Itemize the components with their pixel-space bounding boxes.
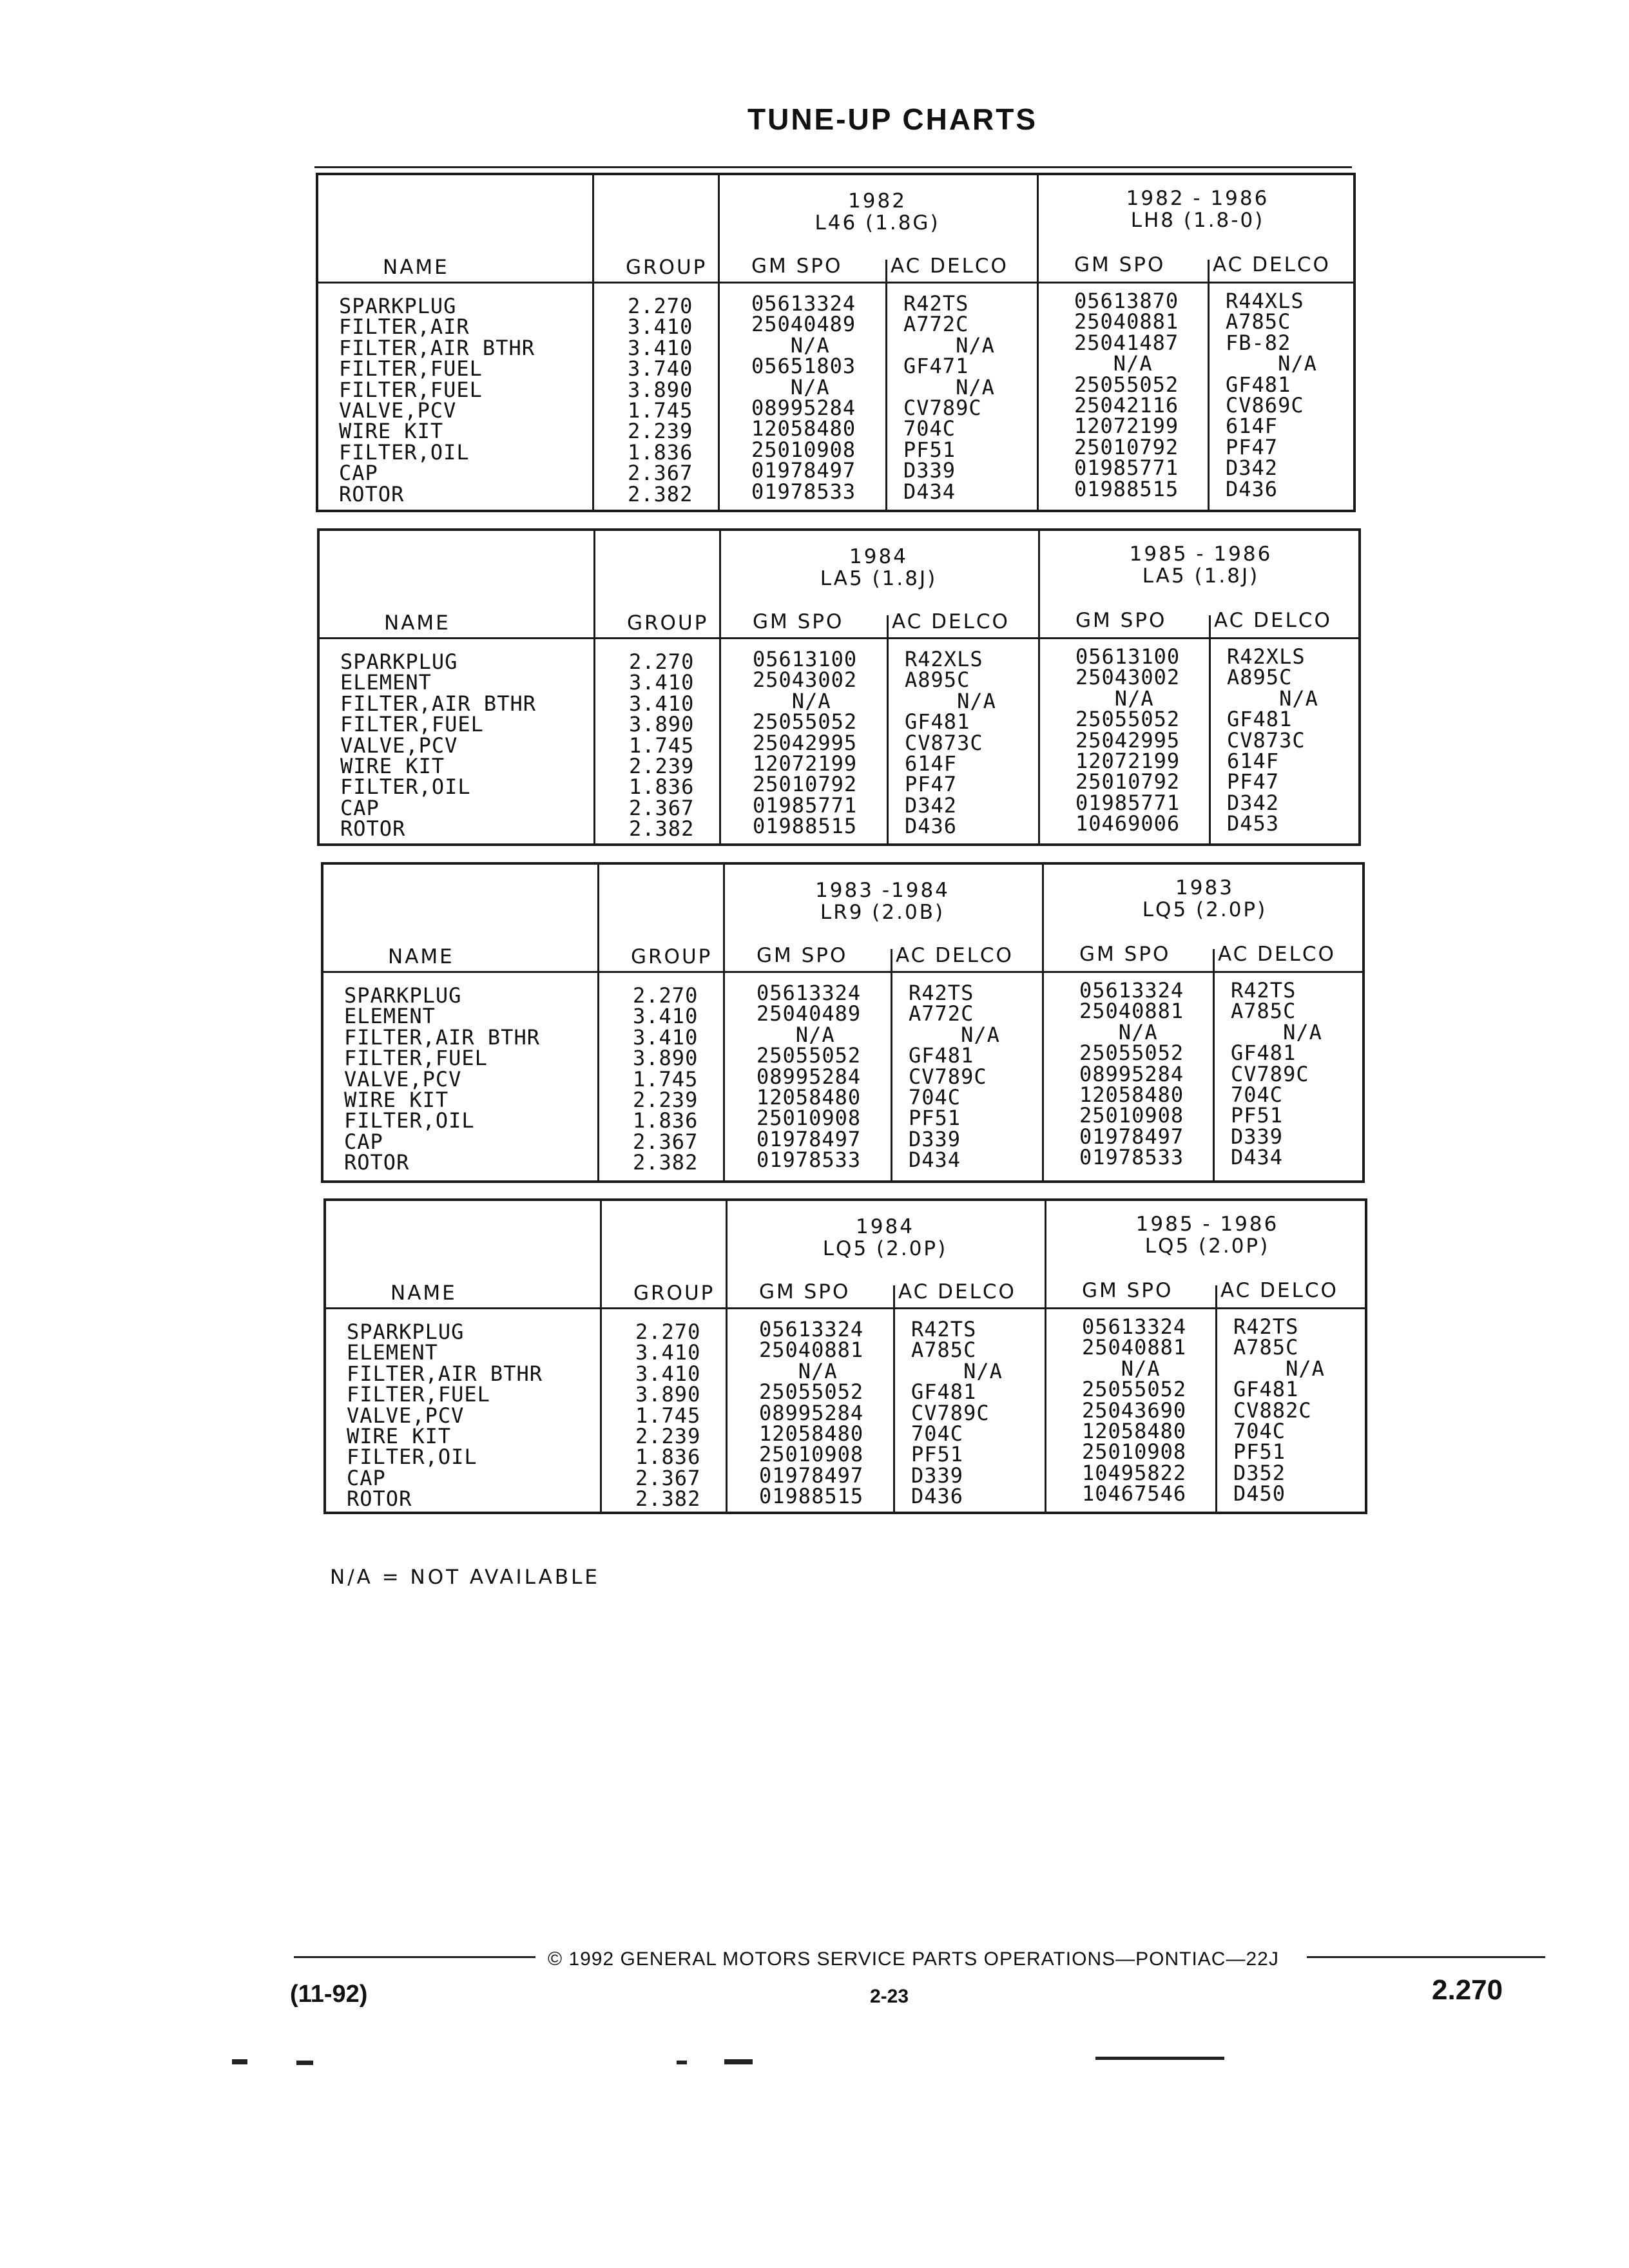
gm-spo-header: GM SPO (753, 610, 844, 633)
footer-rule-left (294, 1956, 535, 1958)
column-divider (1213, 949, 1215, 1180)
ac-delco-column: R42XLS A895C N/A GF481 CV873C 614F PF47 D342 D436 (905, 647, 996, 839)
title-rule (314, 166, 1352, 168)
ac-delco-column: R42TS A772C N/A GF471 N/A CV789C 704C PF51 D339 D434 (903, 291, 995, 504)
column-divider (885, 260, 887, 510)
gm-spo-column: 05613870 25040881 25041487 N/A 25055052 25042116 12072199 25010792 01985771 01988515 (1074, 289, 1179, 501)
footer-rule-right (1307, 1956, 1545, 1958)
gm-spo-column: 05613324 25040881 N/A 25055052 08995284 12058480 25010908 01978497 01978533 (1079, 978, 1184, 1170)
ac-delco-header: AC DELCO (1214, 609, 1332, 632)
engine-label: LQ5 (2.0P) (822, 1237, 948, 1260)
gm-spo-column: 05613324 25040881 N/A 25055052 25043690 12058480 25010908 10495822 10467546 (1082, 1314, 1187, 1506)
scan-mark (677, 2061, 687, 2064)
part-name-column: SPARKPLUG ELEMENT FILTER,AIR BTHR FILTER,FUEL VALVE,PCV WIRE KIT FILTER,OIL CAP ROTOR (347, 1320, 543, 1512)
column-divider (593, 531, 595, 843)
part-name-column: SPARKPLUG ELEMENT FILTER,AIR BTHR FILTER,FUEL VALVE,PCV WIRE KIT FILTER,OIL CAP ROTOR (344, 983, 540, 1175)
year-label: 1985 - 1986 (1135, 1213, 1279, 1236)
scan-mark (296, 2061, 313, 2065)
gm-spo-column: 05613324 25040489 N/A 25055052 08995284 12058480 25010908 01978497 01978533 (757, 981, 862, 1173)
gm-spo-header: GM SPO (1082, 1279, 1173, 1302)
footer-page-number: 2-23 (870, 1986, 909, 2007)
footer-copyright: © 1992 GENERAL MOTORS SERVICE PARTS OPERATIONS—PONTIAC—22J (548, 1948, 1279, 1970)
tuneup-chart (317, 528, 1361, 846)
group-column: 2.270 3.410 3.410 3.890 1.745 2.239 1.836 2.367 2.382 (633, 983, 699, 1175)
ac-delco-column: R42TS A785C N/A GF481 CV882C 704C PF51 D352 D450 (1233, 1314, 1325, 1506)
name-header: NAME (383, 256, 449, 279)
scan-mark (1095, 2057, 1224, 2060)
gm-spo-column: 05613324 25040489 N/A 05651803 N/A 08995284 12058480 25010908 01978497 01978533 (751, 291, 856, 504)
tuneup-chart (323, 1198, 1367, 1514)
scan-mark (724, 2059, 753, 2064)
ac-delco-header: AC DELCO (1218, 943, 1336, 966)
gm-spo-header: GM SPO (759, 1280, 851, 1303)
na-note: N/A = NOT AVAILABLE (330, 1566, 601, 1589)
footer-date: (11-92) (290, 1981, 368, 2008)
column-divider (592, 175, 594, 510)
column-divider (1208, 260, 1210, 510)
engine-label: LQ5 (2.0P) (1142, 898, 1268, 921)
header-rule (323, 971, 1362, 973)
gm-spo-header: GM SPO (1075, 609, 1167, 632)
column-divider (597, 865, 599, 1180)
group-header: GROUP (626, 256, 708, 279)
name-header: NAME (390, 1282, 457, 1305)
ac-delco-column: R42TS A772C N/A GF481 CV789C 704C PF51 D339 D434 (909, 981, 1000, 1173)
gm-spo-header: GM SPO (1079, 943, 1171, 966)
column-divider (887, 615, 889, 843)
year-label: 1984 (856, 1215, 914, 1238)
year-label: 1985 - 1986 (1129, 543, 1273, 566)
ac-delco-column: R42TS A785C N/A GF481 CV789C 704C PF51 D339 D434 (1231, 978, 1322, 1170)
tuneup-chart (321, 862, 1365, 1183)
engine-label: LA5 (1.8J) (820, 567, 938, 590)
column-divider (1215, 1285, 1217, 1512)
ac-delco-header: AC DELCO (891, 255, 1008, 278)
page-title: TUNE-UP CHARTS (747, 102, 1038, 136)
group-header: GROUP (631, 945, 713, 968)
gm-spo-header: GM SPO (757, 944, 848, 967)
ac-delco-header: AC DELCO (1220, 1279, 1338, 1302)
engine-label: LQ5 (2.0P) (1144, 1235, 1270, 1258)
part-name-column: SPARKPLUG FILTER,AIR FILTER,AIR BTHR FILTER,FUEL FILTER,FUEL VALVE,PCV WIRE KIT FILTER,OIL CAP ROTOR (339, 294, 535, 506)
year-label: 1983 -1984 (815, 879, 950, 902)
group-column: 2.270 3.410 3.410 3.740 3.890 1.745 2.239 1.836 2.367 2.382 (628, 294, 693, 506)
tuneup-chart (316, 173, 1356, 512)
header-rule (320, 637, 1358, 639)
year-label: 1983 (1175, 876, 1234, 899)
year-label: 1984 (849, 545, 908, 568)
group-column: 2.270 3.410 3.410 3.890 1.745 2.239 1.836 2.367 2.382 (635, 1320, 701, 1512)
gm-spo-header: GM SPO (751, 255, 843, 278)
ac-delco-header: AC DELCO (1213, 253, 1331, 276)
header-rule (318, 282, 1353, 284)
ac-delco-header: AC DELCO (898, 1280, 1016, 1303)
name-header: NAME (384, 611, 450, 635)
footer-section-number: 2.270 (1432, 1974, 1503, 2006)
engine-label: LA5 (1.8J) (1142, 564, 1260, 588)
group-column: 2.270 3.410 3.410 3.890 1.745 2.239 1.836 2.367 2.382 (629, 649, 695, 841)
name-header: NAME (388, 945, 454, 968)
column-divider (1209, 615, 1211, 843)
year-label: 1982 - 1986 (1126, 187, 1269, 210)
ac-delco-header: AC DELCO (896, 944, 1014, 967)
engine-label: L46 (1.8G) (815, 211, 940, 235)
year-label: 1982 (848, 189, 907, 213)
ac-delco-column: R42XLS A895C N/A GF481 CV873C 614F PF47 D342 D453 (1227, 644, 1318, 836)
scan-mark (232, 2059, 247, 2064)
gm-spo-column: 05613100 25043002 N/A 25055052 25042995 12072199 25010792 01985771 01988515 (753, 647, 858, 839)
column-divider (891, 949, 892, 1180)
group-header: GROUP (633, 1282, 715, 1305)
part-name-column: SPARKPLUG ELEMENT FILTER,AIR BTHR FILTER,FUEL VALVE,PCV WIRE KIT FILTER,OIL CAP ROTOR (340, 649, 536, 841)
column-divider (893, 1285, 895, 1512)
group-header: GROUP (627, 611, 709, 635)
engine-label: LH8 (1.8-0) (1130, 209, 1265, 232)
gm-spo-column: 05613324 25040881 N/A 25055052 08995284 12058480 25010908 01978497 01988515 (759, 1317, 864, 1509)
ac-delco-column: R44XLS A785C FB-82 N/A GF481 CV869C 614F PF47 D342 D436 (1226, 289, 1317, 501)
gm-spo-header: GM SPO (1074, 253, 1166, 276)
engine-label: LR9 (2.0B) (820, 901, 945, 924)
ac-delco-header: AC DELCO (892, 610, 1010, 633)
ac-delco-column: R42TS A785C N/A GF481 CV789C 704C PF51 D339 D436 (911, 1317, 1003, 1509)
gm-spo-column: 05613100 25043002 N/A 25055052 25042995 12072199 25010792 01985771 10469006 (1075, 644, 1181, 836)
column-divider (600, 1201, 602, 1512)
header-rule (326, 1307, 1365, 1309)
